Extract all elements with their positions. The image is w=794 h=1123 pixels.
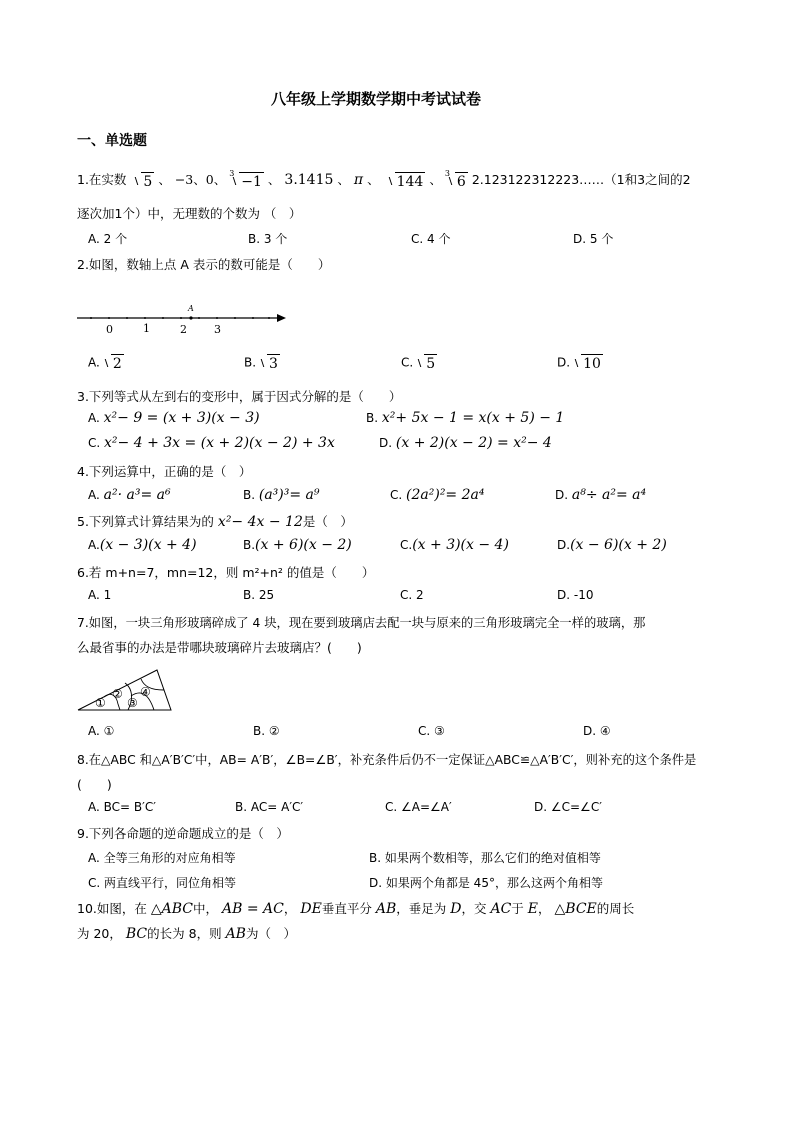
q9-option-c[interactable]: C. 两直线平行，同位角相等	[88, 876, 237, 890]
q8-option-c[interactable]: C. ∠A=∠A′	[385, 800, 452, 814]
q1-neg3: −3、0、	[174, 172, 227, 187]
q1-lead: 1.在实数	[77, 172, 127, 187]
point-a-label: A	[188, 304, 194, 313]
q1-option-b[interactable]: B. 3 个	[248, 232, 288, 246]
q3-option-b[interactable]: B. x²+ 5x − 1 = x(x + 5) − 1	[366, 410, 565, 426]
q3-option-a[interactable]: A. x²− 9 = (x + 3)(x − 3)	[88, 410, 260, 426]
sqrt-5: 5	[132, 172, 154, 190]
q1-option-d[interactable]: D. 5 个	[573, 232, 614, 246]
q6-option-d[interactable]: D. -10	[557, 588, 594, 602]
q4-option-a[interactable]: A. a²· a³= a⁶	[88, 487, 171, 503]
q7-option-b[interactable]: B. ②	[253, 724, 280, 738]
q9-option-a[interactable]: A. 全等三角形的对应角相等	[88, 851, 236, 865]
q9-option-b[interactable]: B. 如果两个数相等，那么它们的绝对值相等	[369, 851, 601, 865]
q8-option-a[interactable]: A. BC= B′C′	[88, 800, 156, 814]
q4-option-b[interactable]: B. (a³)³= a⁹	[243, 487, 320, 503]
sqrt-144: 144	[386, 172, 426, 190]
q3-option-d[interactable]: D. (x + 2)(x − 2) = x²− 4	[379, 435, 552, 451]
q9-option-d[interactable]: D. 如果两个角都是 45°，那么这两个角相等	[369, 876, 603, 890]
question-1-line2: 逐次加1个）中，无理数的个数为 （ ）	[77, 206, 302, 221]
q5-option-b[interactable]: B.(x + 6)(x − 2)	[243, 537, 352, 553]
q5-option-c[interactable]: C.(x + 3)(x − 4)	[400, 537, 509, 553]
piece-2-label: ②	[112, 687, 123, 701]
cbrt-neg1: −1	[230, 172, 264, 190]
question-9-stem: 9.下列各命题的逆命题成立的是（ ）	[77, 826, 289, 841]
piece-1-label: ①	[95, 696, 106, 710]
q7-option-c[interactable]: C. ③	[418, 724, 445, 738]
q6-option-b[interactable]: B. 25	[243, 588, 275, 602]
q1-option-c[interactable]: C. 4 个	[411, 232, 451, 246]
q2-option-c[interactable]: C. 5	[401, 355, 436, 372]
q8-option-d[interactable]: D. ∠C=∠C′	[534, 800, 602, 814]
question-7-line2: 么最省事的办法是带哪块玻璃碎片去玻璃店？( )	[77, 640, 362, 655]
q2-option-d[interactable]: D. 10	[557, 355, 601, 372]
q1-option-a[interactable]: A. 2 个	[88, 232, 128, 246]
q5-option-d[interactable]: D.(x − 6)(x + 2)	[557, 537, 667, 553]
question-3-stem: 3.下列等式从左到右的变形中，属于因式分解的是（ ）	[77, 389, 402, 404]
axis-label-2: 2	[180, 323, 187, 336]
broken-triangle-figure	[76, 666, 176, 714]
q7-option-d[interactable]: D. ④	[583, 724, 611, 738]
axis-label-0: 0	[106, 323, 113, 336]
number-line-figure	[74, 298, 289, 338]
question-7-line1: 7.如图，一块三角形玻璃碎成了 4 块，现在要到玻璃店去配一块与原来的三角形玻璃完全一样的玻璃，那	[77, 616, 646, 630]
q8-option-b[interactable]: B. AC= A′C′	[235, 800, 304, 814]
section-heading: 一、单选题	[77, 133, 147, 149]
piece-4-label: ④	[140, 685, 151, 699]
question-4-stem: 4.下列运算中，正确的是（ ）	[77, 464, 252, 479]
q6-option-c[interactable]: C. 2	[400, 588, 424, 602]
question-8-line2: ( )	[77, 777, 112, 792]
question-2-stem: 2.如图，数轴上点 A 表示的数可能是（ ）	[77, 257, 331, 272]
piece-3-label: ③	[127, 696, 138, 710]
question-10-line1: 10.如图，在 △ABC中， AB = AC， DE垂直平分 AB，垂足为 D，交 AC于 E， △BCE的周长	[77, 901, 635, 917]
cbrt-6: 6	[446, 172, 468, 190]
question-8-line1: 8.在△ABC 和△A′B′C′中，AB= A′B′，∠B=∠B′，补充条件后仍不一定保证△ABC≌△A′B′C′，则补充的这个条件是	[77, 753, 697, 767]
q1-3-1415: 3.1415	[284, 172, 334, 188]
q2-option-a[interactable]: A. 2	[88, 355, 122, 372]
q1-tail: 2.123122312223……（1和3之间的2	[471, 172, 691, 187]
q2-option-b[interactable]: B. 3	[244, 355, 278, 372]
q3-option-c[interactable]: C. x²− 4 + 3x = (x + 2)(x − 2) + 3x	[88, 435, 335, 451]
q4-option-c[interactable]: C. (2a²)²= 2a⁴	[390, 487, 485, 503]
page-title: 八年级上学期数学期中考试试卷	[271, 90, 482, 108]
question-6-stem: 6.若 m+n=7，mn=12，则 m²+n² 的值是（ ）	[77, 565, 375, 580]
q5-option-a[interactable]: A.(x − 3)(x + 4)	[88, 537, 197, 553]
q7-option-a[interactable]: A. ①	[88, 724, 115, 738]
question-1-line1: 1.在实数 5 、 −3、0、 $^3$ −1 、 3.1415 、 π 、 144 、 $^3$ 6 2.123122312223……（1和3之间的2	[77, 169, 691, 190]
q4-option-d[interactable]: D. a⁸÷ a²= a⁴	[555, 487, 647, 503]
axis-label-1: 1	[143, 322, 150, 335]
q6-option-a[interactable]: A. 1	[88, 588, 112, 602]
q1-pi: π	[353, 172, 364, 188]
question-10-line2: 为 20， BC的长为 8，则 AB为（ ）	[77, 926, 296, 942]
question-5-stem: 5.下列算式计算结果为的 x²− 4x − 12是（ ）	[77, 514, 353, 530]
axis-label-3: 3	[214, 323, 221, 336]
